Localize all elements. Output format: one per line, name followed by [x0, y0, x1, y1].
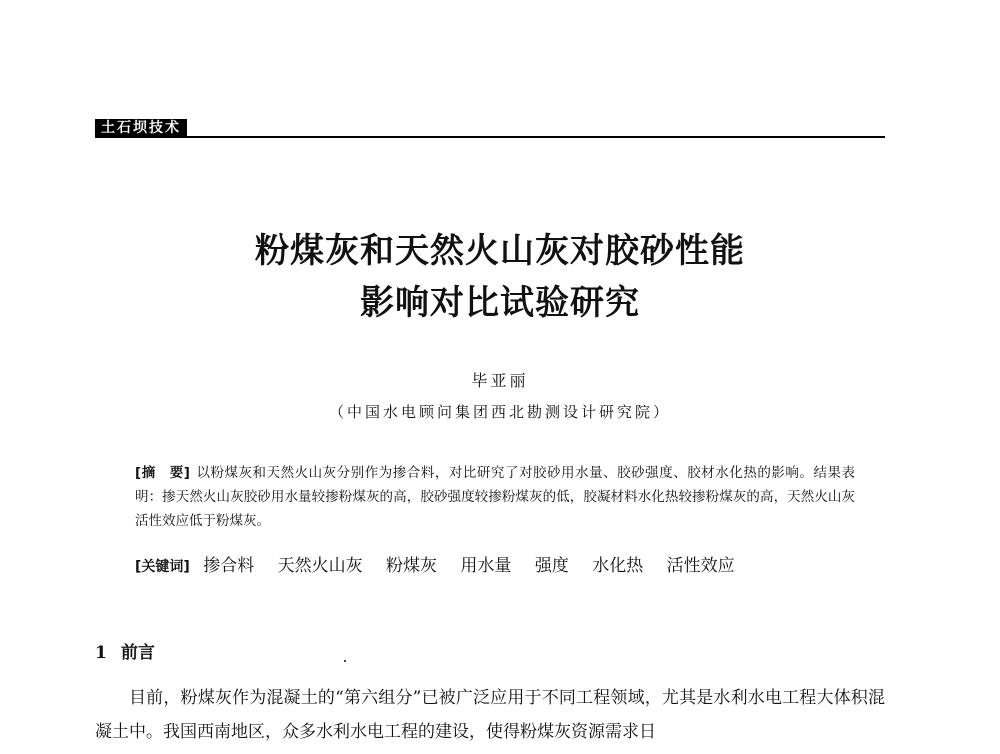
section-heading — [95, 638, 155, 663]
title-line-2: 影响对比试验研究 — [360, 283, 640, 323]
section-number: 1 — [95, 643, 107, 663]
title-line-1: 粉煤灰和天然火山灰对胶砂性能 — [255, 231, 745, 271]
abstract-text: 以粉煤灰和天然火山灰分别作为掺合料，对比研究了对胶砂用水量、胶砂强度、胶材水化热的影响。结果表明：掺天然火山灰胶砂用水量较掺粉煤灰的高，胶砂强度较掺粉煤灰的低，胶凝材料水化热较掺粉煤灰的高，天然火山灰活性效应低于粉煤灰。 — [135, 465, 856, 529]
body-paragraph: 目前，粉煤灰作为混凝土的“第六组分”已被广泛应用于不同工程领域，尤其是水利水电工程大体积混凝土中。我国西南地区，众多水利水电工程的建设，使得粉煤灰资源需求日 — [95, 688, 885, 742]
stray-dot — [344, 660, 346, 662]
author-affiliation: （中国水电顾问集团西北勘测设计研究院） — [328, 403, 671, 421]
keyword: 粉煤灰 — [386, 556, 438, 576]
section-tag: 土石坝技术 — [95, 119, 187, 137]
keyword: 强度 — [534, 556, 569, 576]
abstract-label: [摘 要] — [135, 465, 190, 481]
section-rule — [95, 136, 885, 138]
keyword: 掺合料 — [203, 556, 255, 576]
paper-title — [0, 225, 1000, 329]
section-title: 前言 — [120, 643, 155, 663]
keyword: 天然火山灰 — [277, 556, 363, 576]
keyword: 用水量 — [460, 556, 512, 576]
keyword: 水化热 — [592, 556, 644, 576]
author-name: 毕亚丽 — [471, 371, 529, 390]
keywords — [135, 554, 855, 579]
keyword: 活性效应 — [666, 556, 735, 576]
keywords-label: [关键词] — [135, 559, 190, 575]
abstract — [135, 461, 855, 533]
